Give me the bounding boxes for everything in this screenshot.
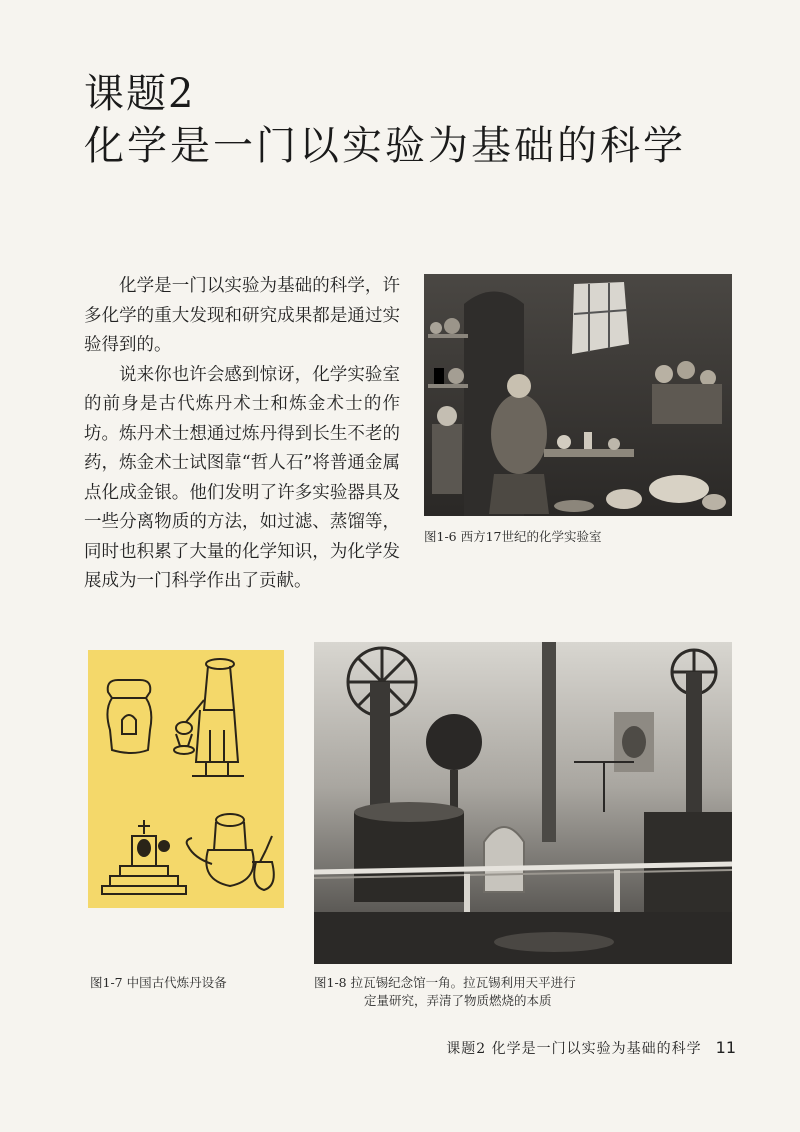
figure-1-6-image (424, 274, 732, 516)
figure-1-7-image (88, 650, 284, 908)
page-number: 11 (715, 1038, 736, 1057)
figure-1-6-caption: 图1-6 西方17世纪的化学实验室 (424, 529, 602, 544)
paragraph-1: 化学是一门以实验为基础的科学，许多化学的重大发现和研究成果都是通过实验得到的。 (84, 276, 400, 355)
paragraph-2: 说来你也许会感到惊讶，化学实验室的前身是古代炼丹术士和炼金术士的作坊。炼丹术士想通过炼丹得到长生不老的药，炼金术士试图靠“哲人石”将普通金属点化成金银。他们发明了许多实验器具及一些分离物质的方法，如过滤、蒸馏等，同时也积累了大量的化学知识，为化学发展成为一门科学作出了贡献。 (84, 364, 400, 591)
lesson-title: 化学是一门以实验为基础的科学 (84, 123, 686, 169)
lesson-number: 课题2 (84, 71, 196, 117)
figure-1-8-caption (314, 974, 576, 1010)
body-text (84, 272, 400, 597)
figure-1-8-caption-line-1: 图1-8 拉瓦锡纪念馆一角。拉瓦锡利用天平进行 (314, 975, 576, 990)
running-title: 课题2 化学是一门以实验为基础的科学 (446, 1041, 702, 1057)
page-footer (446, 1038, 736, 1062)
figure-1-8-caption-line-2: 定量研究，弄清了物质燃烧的本质 (364, 993, 552, 1008)
figure-1-7-caption: 图1-7 中国古代炼丹设备 (90, 975, 227, 990)
figure-1-8-image (314, 642, 732, 964)
